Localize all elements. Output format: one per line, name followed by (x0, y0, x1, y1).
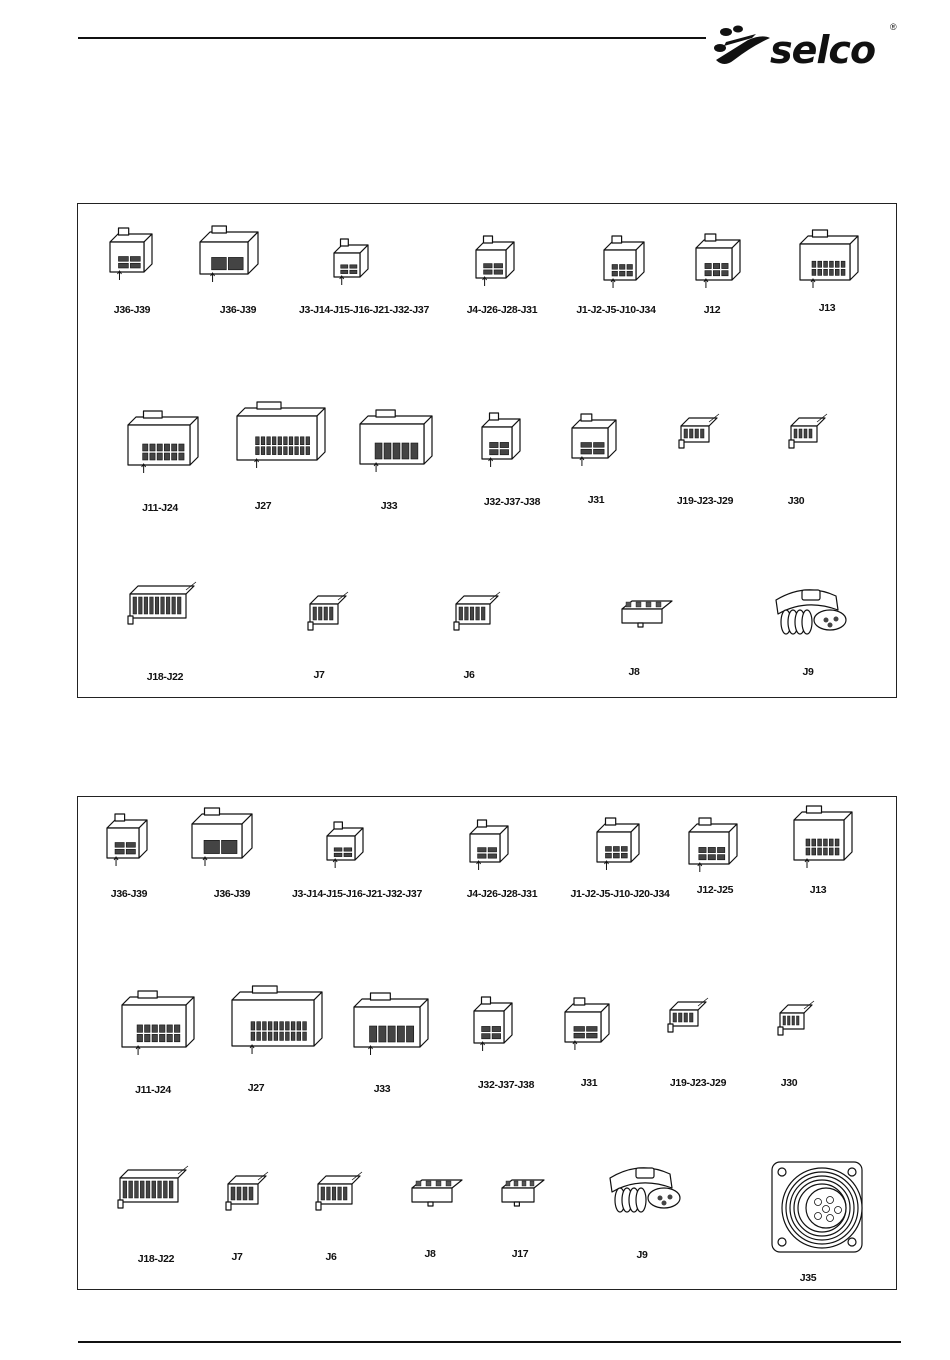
connector-label: J31 (580, 1077, 598, 1089)
connector-drawing (235, 406, 345, 516)
connector-label: J27 (254, 500, 272, 512)
connector-label: J9 (802, 666, 814, 678)
connector-label: J13 (809, 884, 827, 896)
connector-label: J36-J39 (219, 304, 257, 316)
connector-label: J27 (247, 1082, 265, 1094)
connector-drawing (620, 599, 730, 709)
connector-j33 (352, 997, 462, 1107)
connector-label: J13 (818, 302, 836, 314)
connector-drawing (778, 1001, 888, 1111)
connector-drawing (308, 592, 418, 702)
selco-logo (712, 20, 902, 75)
connector-label: J4-J26-J28-J31 (466, 888, 538, 900)
connector-j7 (308, 592, 418, 702)
selco-swirl-icon (712, 20, 772, 70)
connector-drawing (676, 414, 789, 524)
footer-rule (78, 1341, 901, 1343)
connector-drawing (694, 238, 804, 348)
connector-label: J30 (780, 1077, 798, 1089)
connector-drawing (570, 418, 680, 528)
connector-drawing (332, 243, 442, 353)
connector-drawing (668, 998, 778, 1108)
connector-label: J6 (325, 1251, 337, 1263)
registered-mark: ® (890, 22, 897, 32)
connector-drawing (768, 1158, 878, 1268)
connector-drawing (789, 414, 899, 524)
connector-j30 (778, 1001, 888, 1111)
connector-j36-j39 (190, 812, 300, 922)
connector-label: J33 (380, 500, 398, 512)
connector-label: J12-J25 (696, 884, 734, 896)
header-rule (78, 37, 706, 39)
connector-j13 (792, 810, 902, 920)
connector-label: J19-J23-J29 (676, 495, 734, 507)
connector-label: J17 (511, 1248, 529, 1260)
connector-j35 (768, 1158, 878, 1268)
connector-drawing (687, 822, 797, 932)
connector-drawing (325, 826, 435, 936)
connector-drawing (190, 812, 300, 922)
connector-j8 (620, 599, 730, 709)
connector-label: J3-J14-J15-J16-J21-J32-J37 (299, 304, 429, 316)
connector-j3-j14-j15-j16-j21-j32-j37 (325, 826, 435, 936)
connector-drawing (454, 592, 564, 702)
connector-label: J12 (703, 304, 721, 316)
connector-label: J11-J24 (135, 1084, 171, 1096)
connector-label: J32-J37-J38 (483, 496, 541, 508)
connector-j31 (570, 418, 680, 528)
connector-label: J3-J14-J15-J16-J21-J32-J37 (292, 888, 422, 900)
connector-label: J11-J24 (142, 502, 178, 514)
connector-drawing (792, 810, 902, 920)
connector-j12-j25 (687, 822, 797, 932)
connector-drawing (352, 997, 462, 1107)
connector-j19-j23-j29 (668, 998, 778, 1108)
connector-j9 (600, 1164, 710, 1274)
connector-j27 (230, 990, 340, 1100)
connector-label: J7 (313, 669, 325, 681)
connector-label: J32-J37-J38 (477, 1079, 535, 1091)
connector-j31 (563, 1002, 673, 1112)
connector-label: J36-J39 (110, 888, 148, 900)
connector-drawing (474, 240, 584, 350)
connector-label: J9 (636, 1249, 648, 1261)
connector-label: J18-J22 (137, 1253, 175, 1265)
connector-label: J18-J22 (146, 671, 184, 683)
connector-label: J19-J23-J29 (669, 1077, 727, 1089)
connector-drawing (798, 234, 908, 344)
connector-j4-j26-j28-j31 (468, 824, 578, 934)
connector-j19-j23-j29 (676, 414, 789, 524)
connector-label: J36-J39 (213, 888, 251, 900)
connector-label: J35 (799, 1272, 817, 1284)
connector-label: J1-J2-J5-J10-J20-J34 (570, 888, 670, 900)
connector-label: J7 (231, 1251, 243, 1263)
connector-j3-j14-j15-j16-j21-j32-j37 (332, 243, 442, 353)
connector-drawing (600, 1164, 710, 1274)
connector-label: J30 (787, 495, 805, 507)
connector-j13 (798, 234, 908, 344)
connector-label: J31 (587, 494, 605, 506)
connector-drawing (198, 230, 308, 340)
connector-j6 (454, 592, 564, 702)
connector-j27 (235, 406, 345, 516)
connector-label: J33 (373, 1083, 391, 1095)
connector-j36-j39 (198, 230, 308, 340)
connector-drawing (358, 414, 468, 524)
connector-j33 (358, 414, 468, 524)
connector-label: J8 (424, 1248, 436, 1260)
connector-label: J6 (463, 669, 475, 681)
connector-drawing (563, 1002, 673, 1112)
connector-label: J8 (628, 666, 640, 678)
connector-label: J1-J2-J5-J10-J34 (576, 304, 656, 316)
connector-drawing (766, 586, 876, 696)
connector-j4-j26-j28-j31 (474, 240, 584, 350)
connector-drawing (468, 824, 578, 934)
brand-wordmark: selco (770, 28, 876, 72)
connector-j17 (500, 1178, 610, 1288)
connector-drawing (230, 990, 340, 1100)
connector-j9 (766, 586, 876, 696)
connector-j12 (694, 238, 804, 348)
connector-label: J36-J39 (113, 304, 151, 316)
connector-drawing (500, 1178, 610, 1288)
connector-j30 (789, 414, 899, 524)
connector-label: J4-J26-J28-J31 (466, 304, 538, 316)
